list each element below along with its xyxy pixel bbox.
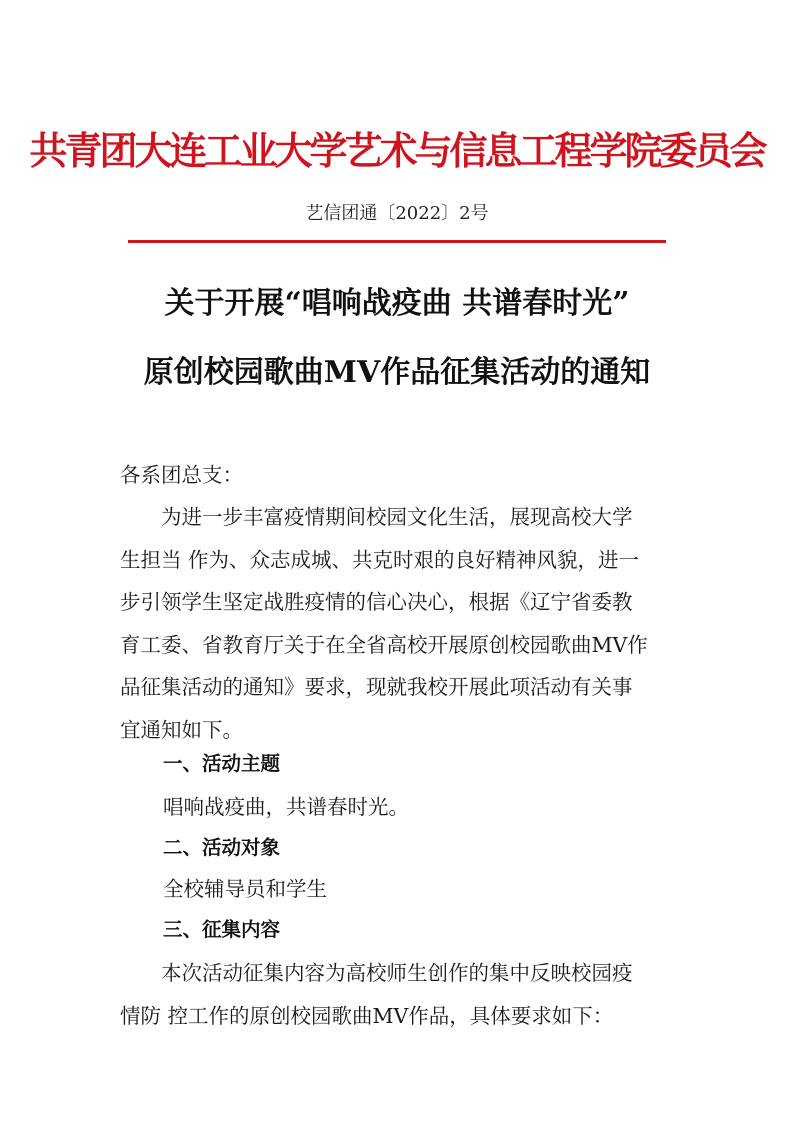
- section-heading-target: 二、活动对象: [163, 836, 281, 859]
- notice-title-line-1: 关于开展“唱响战疫曲 共谱春时光”: [164, 286, 630, 321]
- red-header-rule: [128, 240, 666, 243]
- section-heading-content: 三、征集内容: [163, 918, 281, 941]
- intro-paragraph: [120, 496, 680, 751]
- content-paragraph: [120, 952, 680, 1037]
- section-content-target: 全校辅导员和学生: [163, 877, 327, 901]
- document-number: 艺信团通〔2022〕2号: [305, 203, 489, 224]
- salutation: 各系团总支：: [120, 463, 243, 487]
- intro-line: 育工委、省教育厅关于在全省高校开展原创校园歌曲MV作: [120, 632, 648, 657]
- intro-line: 步引领学生坚定战胜疫情的信心决心，根据《辽宁省委教: [120, 590, 633, 614]
- intro-line: 为进一步丰富疫情期间校园文化生活，展现高校大学: [161, 505, 633, 529]
- intro-line: 生担当 作为、众志成城、共克时艰的良好精神风貌，进一: [120, 547, 640, 572]
- content-line: 情防 控工作的原创校园歌曲MV作品，具体要求如下：: [120, 1003, 614, 1028]
- intro-line: 品征集活动的通知》要求，现就我校开展此项活动有关事: [120, 675, 633, 699]
- notice-title-line-2: 原创校园歌曲MV作品征集活动的通知: [143, 355, 651, 390]
- section-heading-theme: 一、活动主题: [163, 752, 281, 775]
- issuing-organization-header: 共青团大连工业大学艺术与信息工程学院委员会: [29, 128, 765, 173]
- section-content-theme: 唱响战疫曲，共谱春时光。: [163, 795, 409, 819]
- intro-line: 宜通知如下。: [120, 717, 243, 742]
- content-line: 本次活动征集内容为高校师生创作的集中反映校园疫: [161, 961, 633, 985]
